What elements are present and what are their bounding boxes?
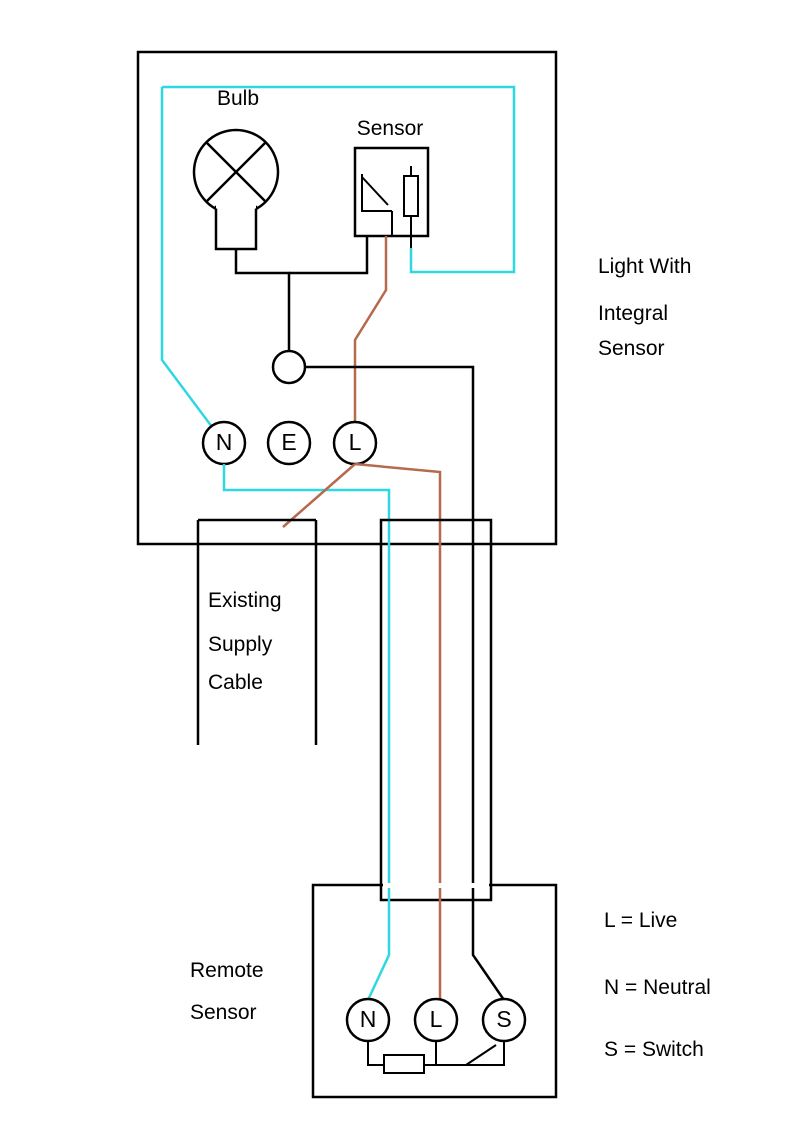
terminal-top-e-label: E	[281, 429, 297, 455]
terminal-top-l-label: L	[348, 429, 362, 455]
neutral-wire-bulb-drop	[162, 87, 224, 443]
remote-sensor-switch-arm	[466, 1045, 496, 1065]
neutral-wire-supply-run	[224, 464, 389, 527]
light-with-sensor-annotation-line-3: Sensor	[598, 337, 665, 360]
terminal-bottom-s-label: S	[496, 1006, 512, 1032]
legend-neutral: N = Neutral	[604, 976, 711, 999]
existing-supply-cable-annotation-line-3: Cable	[208, 671, 263, 694]
sensor-neutral-return	[411, 248, 414, 272]
bulb-live-wire	[236, 249, 289, 352]
remote-sensor-internal-neutral-path	[368, 1041, 384, 1065]
existing-supply-cable-annotation-line-1: Existing	[208, 589, 282, 612]
light-with-sensor-annotation-line-2: Integral	[598, 302, 669, 325]
remote-cable-neutral-wire	[368, 527, 389, 1000]
terminal-bottom-n-label: N	[359, 1006, 377, 1032]
terminal-top-n-label: N	[215, 429, 233, 455]
remote-sensor-annotation-line-2: Sensor	[190, 1001, 257, 1024]
sensor-switch-arm	[362, 177, 388, 205]
remote-sensor-annotation-line-1: Remote	[190, 959, 264, 982]
legend-switch: S = Switch	[604, 1038, 704, 1061]
sensor-output-wire	[289, 236, 367, 273]
sensor-live-wire	[355, 236, 386, 422]
existing-supply-cable-annotation-line-2: Supply	[208, 633, 273, 656]
bulb-base-icon	[216, 207, 256, 249]
junction-node-icon	[273, 351, 305, 383]
sensor-label: Sensor	[356, 117, 424, 140]
remote-sensor-resistor-icon	[384, 1055, 424, 1073]
light-with-sensor-annotation-line-1: Light With	[598, 255, 692, 278]
remote-sensor-cable-sheath	[381, 520, 491, 900]
bulb-label: Bulb	[216, 87, 260, 110]
live-wire-switch-run	[355, 464, 440, 527]
legend-live: L = Live	[604, 909, 678, 932]
terminal-bottom-l-label: L	[429, 1006, 443, 1032]
remote-cable-switch-wire	[473, 527, 504, 1000]
sensor-resistor-icon	[404, 176, 418, 216]
live-wire-supply-run	[283, 464, 355, 527]
remote-sensor-enclosure-mask	[383, 883, 489, 888]
